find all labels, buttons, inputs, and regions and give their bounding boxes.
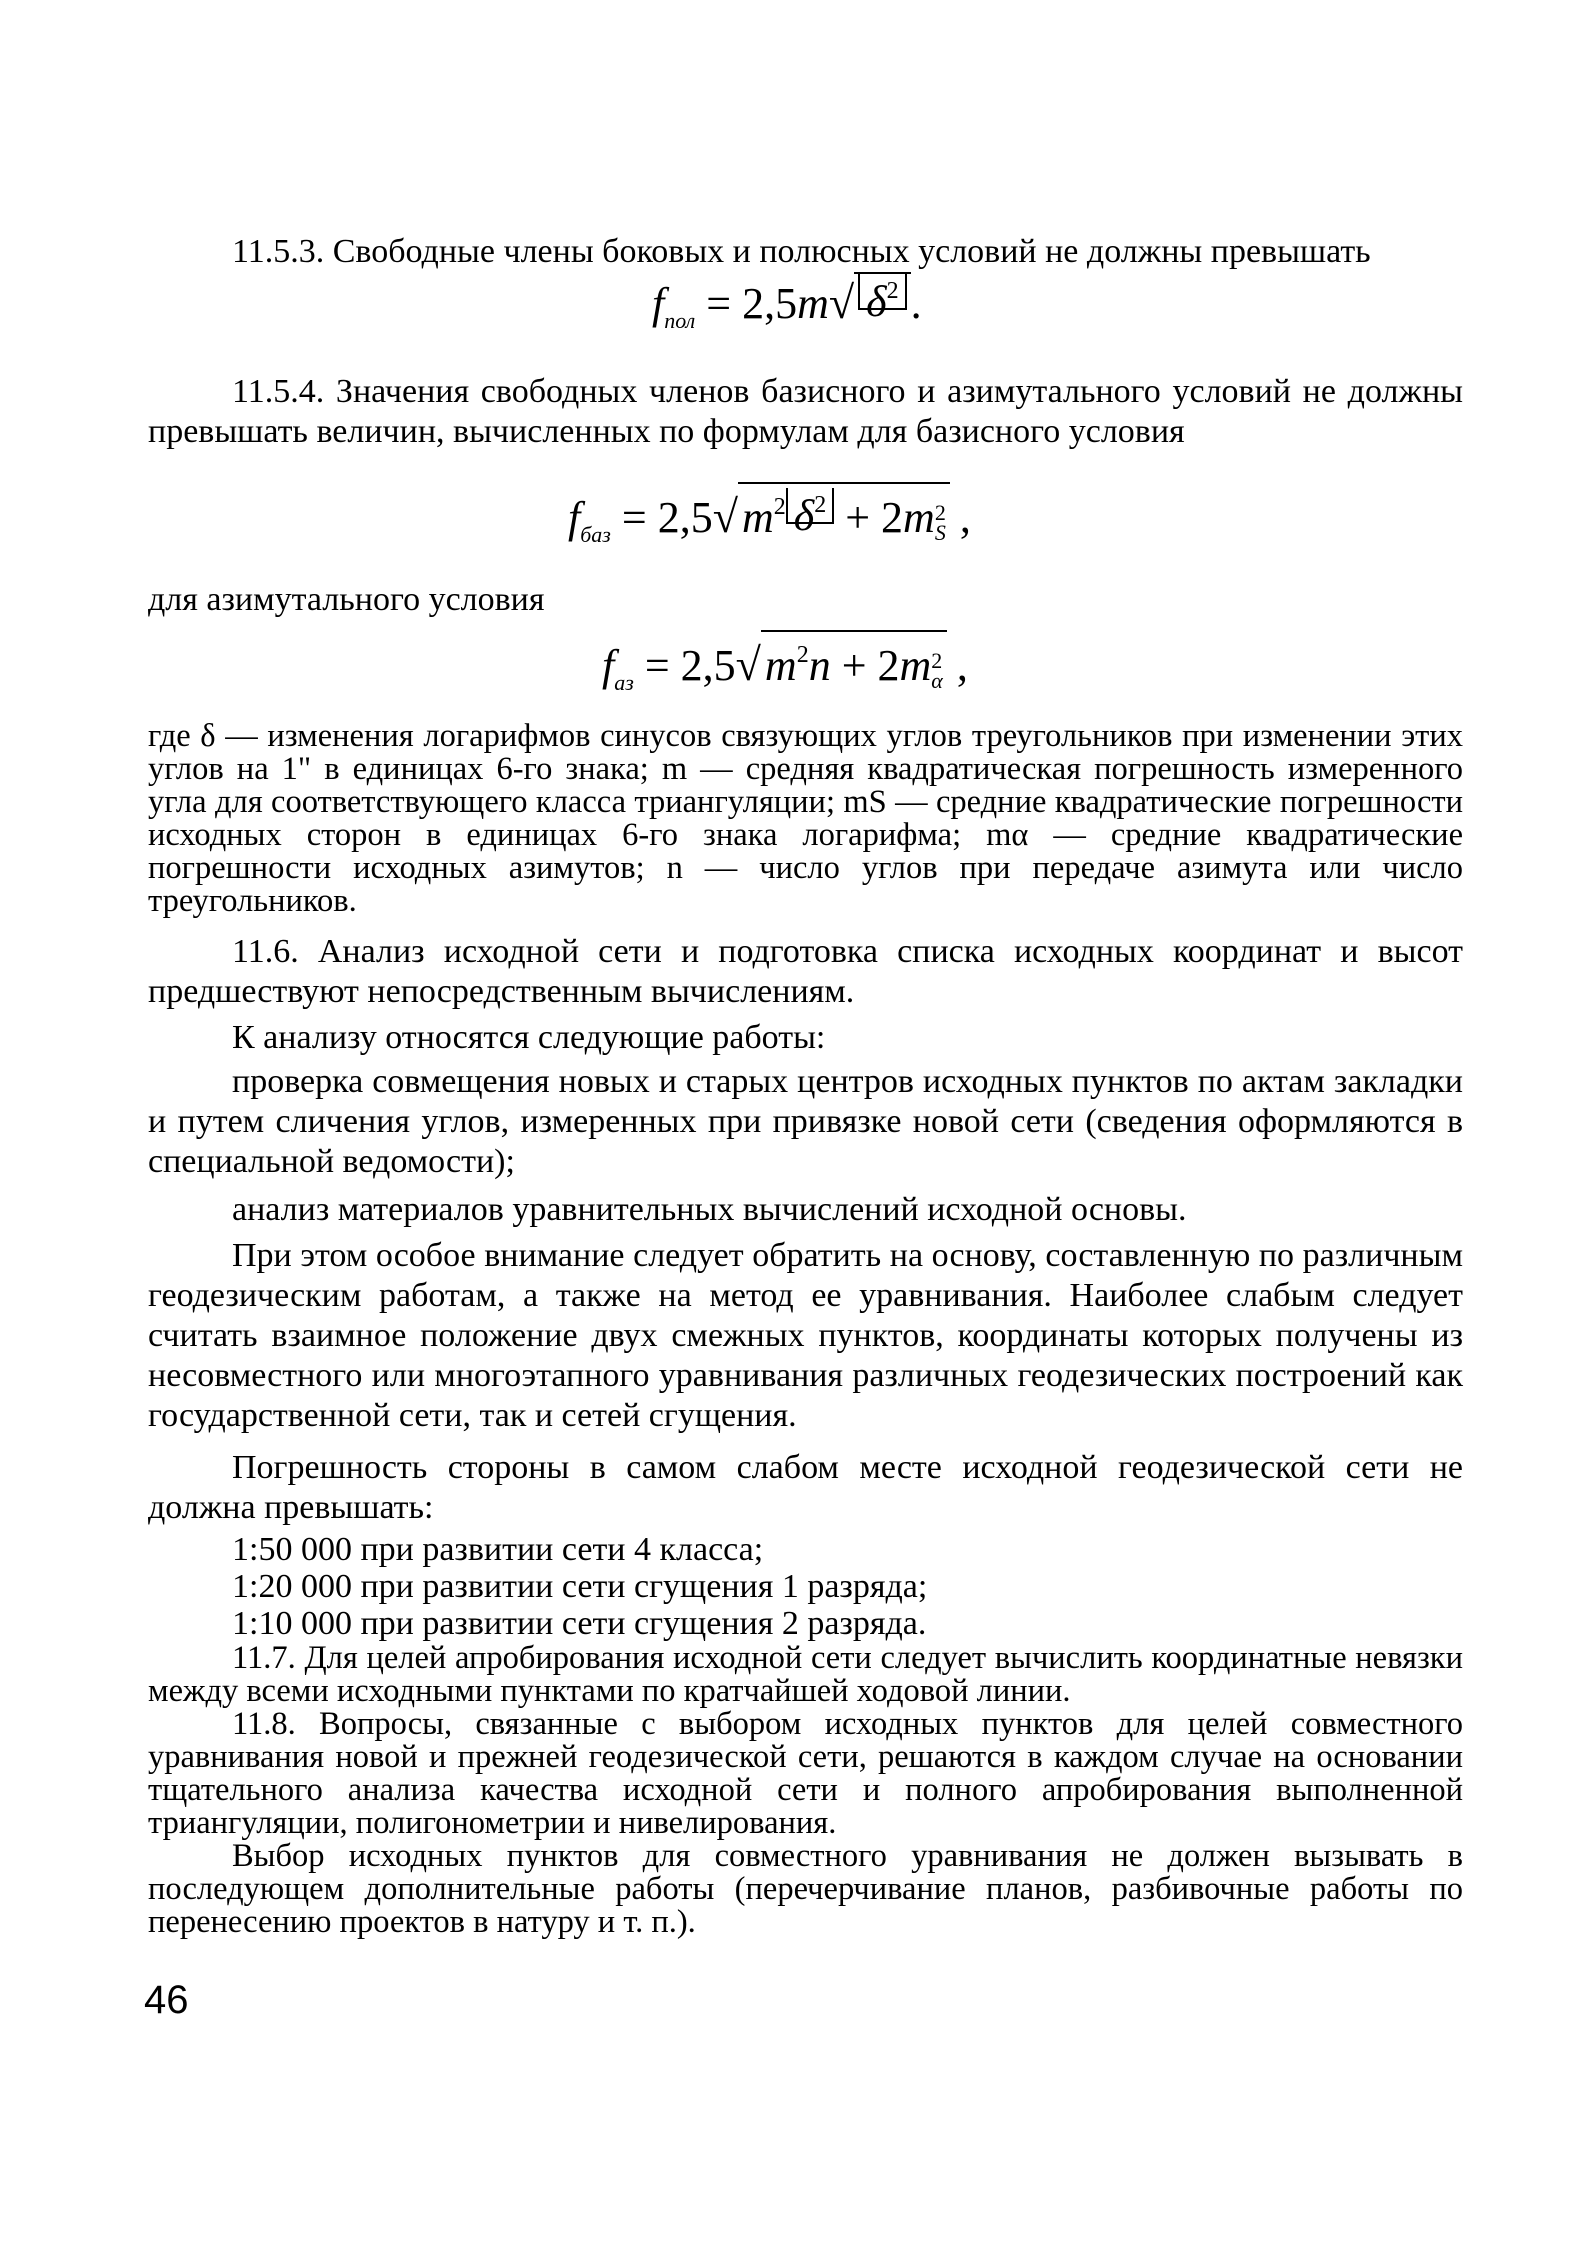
paragraph-error-intro: Погрешность стороны в самом слабом месте исходной геодезической сети не должна превышать: (148, 1449, 1463, 1526)
radical-sign: √ (735, 639, 761, 690)
paragraph-check: проверка совмещения новых и старых центров исходных пунктов по актам закладки и путем сличения углов, измеренных при привязке новой сети (сведения оформляются в специальной ведомости); (148, 1063, 1463, 1180)
scale-item-1: 1:50 000 при развитии сети 4 класса; (232, 1531, 764, 1568)
formula-delta: δ (866, 277, 887, 326)
formula-power: 2 (773, 494, 786, 520)
paragraph-11-6: 11.6. Анализ исходной сети и подготовка списка исходных координат и высот предшествуют непосредственным вычислениям. (148, 933, 1463, 1010)
formula-power: 2 (934, 500, 946, 525)
formula-coefficient: = 2,5 (621, 493, 713, 542)
formula-subscript: пол (664, 308, 696, 333)
scale-item-3: 1:10 000 при развитии сети сгущения 2 разряда. (232, 1605, 927, 1642)
formula-tail: . (910, 279, 922, 328)
formula-f-az (602, 630, 968, 708)
radicand (854, 272, 910, 327)
formula-plus: + 2 (841, 641, 900, 690)
formula-f-pol (652, 272, 922, 346)
formula-n: n (808, 641, 831, 690)
formula-power: 2 (796, 642, 809, 668)
gauss-bracket (786, 488, 834, 540)
formula-ma: m (899, 641, 932, 690)
formula-power: 2 (886, 278, 899, 304)
paragraph-11-8: 11.8. Вопросы, связанные с выбором исходных пунктов для целей совместного уравнивания новой и прежней геодезической сети, решаются в каждом случае на основании тщательного анализа качества исходной сети и полного апробирования выполненной триангуляции, полигонометрии и нивелирования. (148, 1706, 1463, 1841)
paragraph-azimuth-intro: для азимутального условия (148, 581, 545, 618)
formula-tail: , (959, 493, 971, 542)
radical-sign: √ (828, 277, 855, 328)
formula-plus: + 2 (845, 493, 904, 542)
formula-power-subscript (931, 648, 943, 693)
formula-symbol: f (652, 279, 665, 328)
formula-subscript: баз (580, 522, 611, 547)
formula-m: m (741, 493, 774, 542)
formula-coefficient: = 2,5 (644, 641, 736, 690)
formula-coefficient: = 2,5 (706, 279, 798, 328)
formula-symbol: f (602, 641, 615, 690)
formula-f-baz (568, 482, 971, 560)
formula-power: 2 (814, 492, 827, 518)
formula-power-subscript (934, 500, 946, 545)
formula-m: m (764, 641, 797, 690)
paragraph-where: где δ — изменения логарифмов синусов связующих углов треугольников при изменении этих углов на 1" в единицах 6-го знака; m — средняя квадратическая погрешность измеренного угла для соответствующего класса триангуляции; mS — средние квадратические погрешности исходных сторон в единицах 6-го знака логарифма; mα — средние квадратические погрешности исходных азимутов; n — число углов при передаче азимута или число треугольников. (148, 718, 1463, 919)
scale-item-2: 1:20 000 при развитии сети сгущения 1 разряда; (232, 1568, 928, 1605)
paragraph-attention: При этом особое внимание следует обратить на основу, составленную по различным геодезическим работам, а также на метод ее уравнивания. Наиболее слабым следует считать взаимное положение двух смежных пунктов, координаты которых получены из несовместного или многоэтапного уравнивания различных геодезических построений как государственной сети, так и сетей сгущения. (148, 1237, 1463, 1434)
formula-ms: m (903, 493, 935, 542)
formula-subscript: аз (614, 670, 634, 695)
paragraph-11-7: 11.7. Для целей апробирования исходной сети следует вычислить координатные невязки между всеми исходными пунктами по кратчайшей ходовой линии. (148, 1640, 1463, 1709)
formula-power: 2 (931, 648, 943, 673)
formula-alpha-subscript: α (931, 668, 943, 693)
formula-symbol: f (568, 493, 581, 542)
formula-delta: δ (793, 491, 815, 540)
paragraph-11-5-4: 11.5.4. Значения свободных членов базисного и азимутального условий не должны превышать величин, вычисленных по формулам для базисного условия (148, 373, 1463, 450)
radicand (761, 630, 947, 691)
paragraph-materials: анализ материалов уравнительных вычислений исходной основы. (232, 1191, 1187, 1228)
radical-sign: √ (712, 491, 738, 542)
formula-tail: , (956, 641, 968, 690)
page-number: 46 (144, 1978, 189, 2022)
paragraph-selection: Выбор исходных пунктов для совместного уравнивания не должен вызывать в последующем дополнительные работы (перечерчивание планов, разбивочные работы по перенесению проектов в натуру и т. п.). (148, 1838, 1463, 1940)
formula-m: m (797, 279, 829, 328)
formula-s-subscript: S (934, 520, 946, 545)
paragraph-analysis-intro: К анализу относятся следующие работы: (232, 1019, 826, 1056)
radicand (738, 482, 950, 543)
paragraph-11-5-3: 11.5.3. Свободные члены боковых и полюсных условий не должны превышать (232, 233, 1371, 270)
gauss-bracket (858, 274, 906, 326)
